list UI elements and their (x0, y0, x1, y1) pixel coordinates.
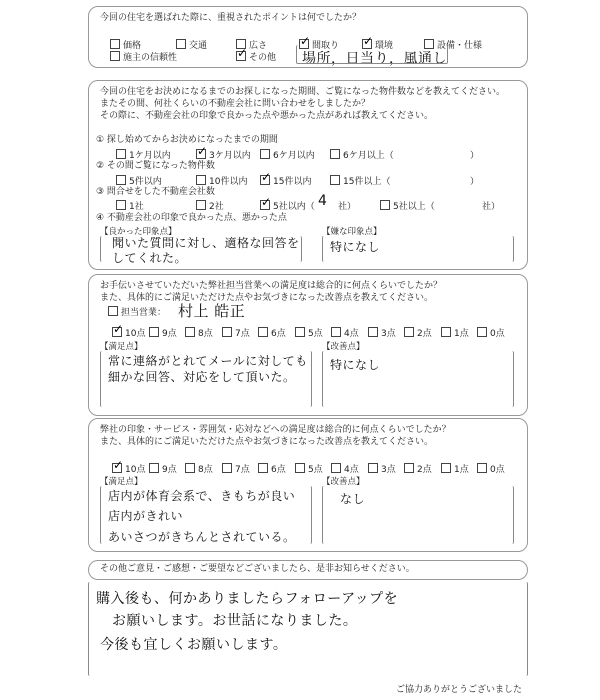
checkbox-icon[interactable] (260, 200, 270, 210)
good-impression-line-2: してくれた。 (112, 251, 188, 265)
option-label: 1社 (129, 202, 144, 212)
checkbox-icon[interactable] (404, 463, 414, 473)
staff-score-option[interactable] (222, 326, 250, 339)
checkbox-icon[interactable] (112, 327, 122, 337)
option-label: 3点 (381, 465, 396, 475)
company-score-option[interactable] (258, 462, 286, 475)
checkbox-icon[interactable] (330, 149, 340, 159)
option-label: 10件以内 (209, 177, 248, 187)
checkbox-icon[interactable] (110, 51, 120, 61)
option-label: 8点 (198, 465, 213, 475)
good-impression-line-1: 聞いた質問に対し、適格な回答を (112, 236, 300, 250)
priority-option[interactable] (110, 50, 177, 63)
option-label: 4点 (344, 465, 359, 475)
checkbox-icon[interactable] (196, 149, 206, 159)
checkbox-icon[interactable] (149, 327, 159, 337)
checkbox-icon[interactable] (258, 327, 268, 337)
option-label: 15件以内 (273, 177, 312, 187)
option-label: 1点 (454, 465, 469, 475)
checkbox-icon[interactable] (116, 175, 126, 185)
staff-intro-1: お手伝いさせていただいた弊社担当営業への満足度は総合的に何点くらいでしたか？ (100, 281, 443, 291)
staff-satisfied-label: 【満足点】 (100, 342, 143, 352)
company-intro-1: 弊社の印象・サービス・雰囲気・応対などへの満足度は総合的に何点くらいでしたか？ (100, 425, 451, 435)
priority-option[interactable] (236, 50, 276, 63)
checkbox-icon[interactable] (196, 175, 206, 185)
company-count-option[interactable] (260, 199, 315, 212)
option-label: 5点 (308, 465, 323, 475)
checkbox-icon[interactable] (258, 463, 268, 473)
company-mid: 社） (338, 202, 357, 212)
good-impression-label: 【良かった印象点】 (100, 227, 177, 237)
search-intro-1: 今回の住宅をお決めになるまでのお探しになった期間、ご覧になった物件数などを教えてください。 (100, 87, 506, 97)
option-label: 8点 (198, 329, 213, 339)
checkbox-icon[interactable] (368, 327, 378, 337)
search-intro-2: またその間、何社くらいの不動産会社に問い合わせをしましたか？ (100, 99, 371, 109)
checkbox-icon[interactable] (112, 463, 122, 473)
company-score-option[interactable] (368, 462, 396, 475)
checkbox-icon[interactable] (441, 463, 451, 473)
comments-intro: その他ご意見・ご感想・ご要望などございましたら、是非お知らせください。 (100, 564, 415, 574)
staff-label (108, 306, 166, 319)
option-label: 3点 (381, 329, 396, 339)
checkbox-icon[interactable] (404, 327, 414, 337)
option-label: 6ケ月以上（ (343, 151, 394, 161)
checkbox-icon[interactable] (116, 200, 126, 210)
company-score-option[interactable] (404, 462, 432, 475)
priority-other-handwritten: 場所，日当り，風通し (302, 51, 447, 67)
checkbox-icon[interactable] (116, 149, 126, 159)
bad-impression-text: 特になし (330, 240, 381, 254)
option-label: 交通 (189, 41, 208, 51)
staff-checkbox (108, 306, 118, 316)
option-label: 2社 (209, 202, 224, 212)
checkbox-icon[interactable] (380, 200, 390, 210)
company-score-option[interactable] (295, 462, 323, 475)
option-label: 5点 (308, 329, 323, 339)
option-label: 2点 (417, 465, 432, 475)
staff-score-option[interactable] (404, 326, 432, 339)
staff-label-text: 担当営業： (121, 308, 167, 318)
staff-score-option[interactable] (295, 326, 323, 339)
priority-option[interactable] (176, 38, 207, 51)
staff-score-option[interactable] (149, 326, 177, 339)
option-label: 設備・仕様 (437, 41, 483, 51)
company-score-option[interactable] (112, 462, 145, 475)
checkbox-icon[interactable] (441, 327, 451, 337)
company-count-handwritten: 4 (318, 193, 328, 209)
checkbox-icon[interactable] (110, 39, 120, 49)
company-score-option[interactable] (331, 462, 359, 475)
count-question: ② その間ご覧になった物件数 (96, 161, 215, 171)
company-question: ③ 問合せをした不動産会社数 (96, 187, 215, 197)
staff-name-handwritten: 村上 皓正 (178, 302, 246, 320)
option-label: 7点 (235, 329, 250, 339)
option-label: 施主の信頼性 (123, 53, 178, 63)
checkbox-icon[interactable] (260, 149, 270, 159)
option-label: 広さ (249, 41, 268, 51)
thanks-footer: ご協力ありがとうございました (396, 685, 523, 695)
option-label: 9点 (162, 465, 177, 475)
company-intro-2: また、具体的にご満足いただけた点やお気づきになった改善点を教えてください。 (100, 437, 434, 447)
option-label: 10点 (125, 465, 146, 475)
option-label: 5社以内（ (273, 202, 315, 212)
option-label: 価格 (123, 41, 142, 51)
staff-score-option[interactable] (477, 326, 505, 339)
staff-improve-label: 【改善点】 (322, 342, 365, 352)
count-option[interactable] (330, 174, 390, 187)
company-satisfied-line-1: 店内が体育会系で、きもちが良い (108, 489, 296, 503)
checkbox-icon[interactable] (185, 463, 195, 473)
option-label: 2点 (417, 329, 432, 339)
checkbox-icon[interactable] (295, 327, 305, 337)
checkbox-icon[interactable] (149, 463, 159, 473)
comments-line-3: 今後も宜しくお願いします。 (100, 637, 288, 653)
option-label: 4点 (344, 329, 359, 339)
staff-satisfied-line-1: 常に連絡がとれてメールに対しても (108, 354, 308, 368)
option-label: 5社以上（ (393, 202, 435, 212)
search-intro-3: その際に、不動産会社の印象で良かった点や悪かった点があれば教えてください。 (100, 111, 434, 121)
staff-intro-2: また、具体的にご満足いただけた点やお気づきになった改善点を教えてください。 (100, 293, 434, 303)
priority-question: 今回の住宅を選ばれた際に、重視されたポイントは何でしたか？ (100, 13, 362, 23)
staff-score-option[interactable] (112, 326, 145, 339)
checkbox-icon[interactable] (222, 327, 232, 337)
company-improve-label: 【改善点】 (322, 477, 365, 487)
company-satisfied-line-3: あいさつがきちんとされている。 (108, 530, 296, 544)
checkbox-icon[interactable] (368, 463, 378, 473)
option-label: 3ケ月以内 (209, 151, 251, 161)
bad-impression-label: 【嫌な印象点】 (322, 227, 382, 237)
company-score-option[interactable] (149, 462, 177, 475)
comments-line-2: お願いします。お世話になりました。 (112, 613, 358, 629)
option-label: 10点 (125, 329, 146, 339)
checkbox-icon[interactable] (477, 327, 487, 337)
period-option[interactable] (330, 148, 394, 161)
option-label: 環境 (375, 41, 394, 51)
checkbox-icon[interactable] (222, 463, 232, 473)
count-tail: ） (470, 177, 480, 187)
option-label: 間取り (312, 41, 340, 51)
staff-score-option[interactable] (368, 326, 396, 339)
company-tail: 社） (482, 202, 501, 212)
company-score-option[interactable] (222, 462, 250, 475)
company-satisfied-label: 【満足点】 (100, 477, 143, 487)
checkbox-icon[interactable] (295, 463, 305, 473)
option-label: 5件以内 (129, 177, 162, 187)
checkbox-icon[interactable] (331, 463, 341, 473)
staff-score-option[interactable] (331, 326, 359, 339)
checkbox-icon[interactable] (236, 51, 246, 61)
staff-satisfied-line-2: 細かな回答、対応をして頂いた。 (108, 370, 296, 384)
period-question: ① 探し始めてからお決めになったまでの期間 (96, 135, 278, 145)
period-option[interactable] (260, 148, 315, 161)
staff-score-option[interactable] (185, 326, 213, 339)
company-count-option[interactable] (380, 199, 435, 212)
staff-score-option[interactable] (441, 326, 469, 339)
company-satisfied-line-2: 店内がきれい (108, 509, 184, 523)
option-label: 1ケ月以内 (129, 151, 171, 161)
staff-score-option[interactable] (258, 326, 286, 339)
checkbox-icon[interactable] (196, 200, 206, 210)
option-label: 0点 (490, 465, 505, 475)
option-label: 1点 (454, 329, 469, 339)
checkbox-icon[interactable] (477, 463, 487, 473)
option-label: 6ケ月以内 (273, 151, 315, 161)
option-label: 7点 (235, 465, 250, 475)
option-label: 0点 (490, 329, 505, 339)
checkbox-icon[interactable] (330, 175, 340, 185)
company-improve-text: なし (340, 492, 366, 506)
option-label: 9点 (162, 329, 177, 339)
option-label: 15件以上（ (343, 177, 391, 187)
option-label: その他 (249, 53, 277, 63)
checkbox-icon[interactable] (260, 175, 270, 185)
staff-improve-text: 特になし (330, 358, 381, 372)
company-count-option[interactable] (116, 199, 144, 212)
comments-line-1: 購入後も、何かありましたらフォローアップを (96, 591, 399, 607)
option-label: 6点 (271, 329, 286, 339)
company-count-option[interactable] (196, 199, 224, 212)
company-score-option[interactable] (185, 462, 213, 475)
checkbox-icon[interactable] (176, 39, 186, 49)
company-score-option[interactable] (441, 462, 469, 475)
company-score-option[interactable] (477, 462, 505, 475)
option-label: 6点 (271, 465, 286, 475)
period-tail: ） (470, 151, 480, 161)
checkbox-icon[interactable] (185, 327, 195, 337)
checkbox-icon[interactable] (331, 327, 341, 337)
count-option[interactable] (260, 174, 311, 187)
impression-question: ④ 不動産会社の印象で良かった点、悪かった点 (96, 213, 287, 223)
priority-other-bracket (296, 45, 448, 64)
